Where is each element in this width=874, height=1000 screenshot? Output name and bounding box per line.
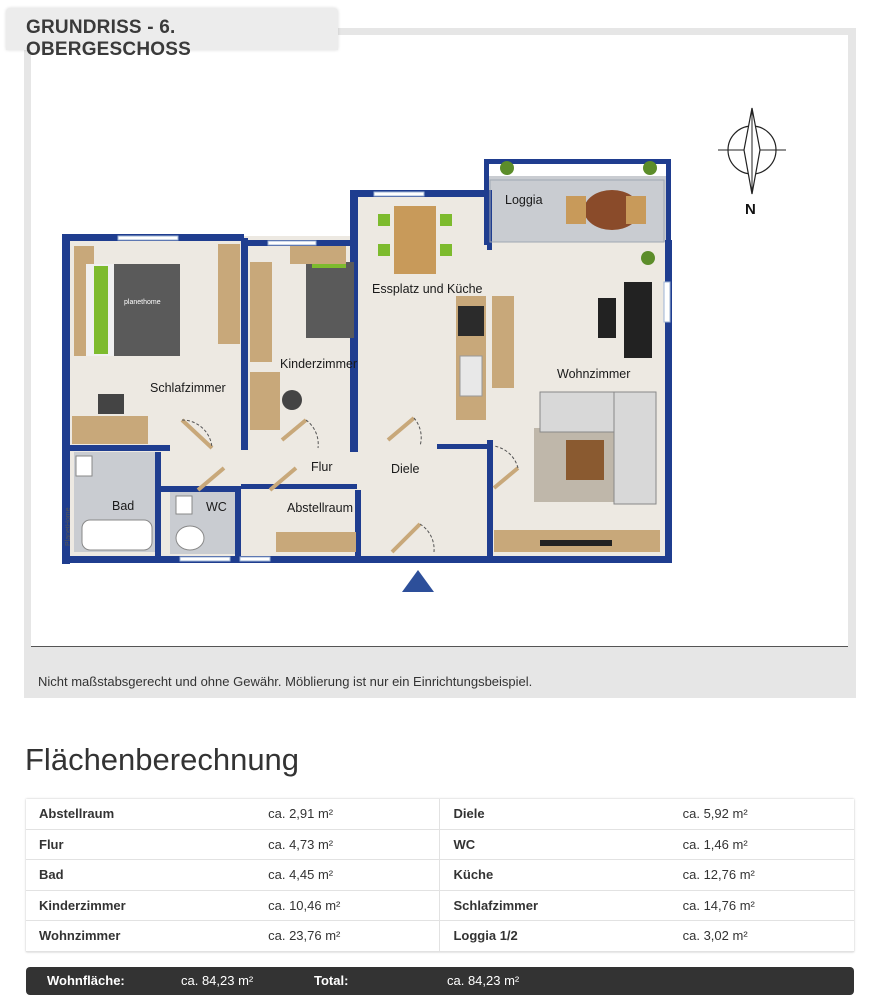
bed-logo: planethome xyxy=(124,299,161,306)
area-name: Kinderzimmer xyxy=(26,890,255,921)
area-name: Wohnzimmer xyxy=(26,921,255,952)
area-value: ca. 10,46 m² xyxy=(255,890,440,921)
area-value: ca. 3,02 m² xyxy=(670,921,854,952)
room-label-flur: Flur xyxy=(311,460,333,474)
compass-north-label: N xyxy=(745,201,756,218)
area-name: Diele xyxy=(440,799,670,829)
area-table xyxy=(26,799,854,952)
table-row xyxy=(26,921,854,952)
room-label-bad: Bad xyxy=(112,499,135,513)
room-label-wc: WC xyxy=(206,500,227,514)
total-value: ca. 84,23 m² xyxy=(447,973,520,988)
area-value: ca. 23,76 m² xyxy=(255,921,440,952)
entrance-arrow-icon xyxy=(402,570,434,592)
table-row xyxy=(26,860,854,891)
area-value: ca. 4,45 m² xyxy=(255,860,440,891)
table-row xyxy=(26,799,854,829)
area-name: Schlafzimmer xyxy=(440,890,670,921)
compass-icon xyxy=(718,108,786,194)
area-name: Flur xyxy=(26,829,255,860)
area-value: ca. 14,76 m² xyxy=(670,890,854,921)
floorplan-title: GRUNDRISS - 6. OBERGESCHOSS xyxy=(26,17,191,60)
area-name: Abstellraum xyxy=(26,799,255,829)
table-row xyxy=(26,829,854,860)
area-value: ca. 4,73 m² xyxy=(255,829,440,860)
area-value: ca. 12,76 m² xyxy=(670,860,854,891)
area-value: ca. 1,46 m² xyxy=(670,829,854,860)
room-label-diele: Diele xyxy=(391,462,420,476)
watermark: PlanetHome xyxy=(65,507,72,546)
wohnflaeche-value: ca. 84,23 m² xyxy=(181,973,254,988)
room-label-essplatz: Essplatz und Küche xyxy=(372,282,483,296)
room-label-schlafzimmer: Schlafzimmer xyxy=(150,381,226,395)
room-label-wohnzimmer: Wohnzimmer xyxy=(557,367,631,381)
total-label: Total: xyxy=(314,973,349,988)
area-name: WC xyxy=(440,829,670,860)
floorplan-disclaimer: Nicht maßstabsgerecht und ohne Gewähr. Möblierung ist nur ein Einrichtungsbeispiel. xyxy=(38,674,533,689)
area-value: ca. 5,92 m² xyxy=(670,799,854,829)
table-row xyxy=(26,890,854,921)
storage-shelf xyxy=(276,532,356,552)
room-label-loggia: Loggia xyxy=(505,193,543,207)
room-label-kinderzimmer: Kinderzimmer xyxy=(280,357,358,371)
area-name: Loggia 1/2 xyxy=(440,921,670,952)
total-bar xyxy=(26,967,854,995)
area-name: Bad xyxy=(26,860,255,891)
area-section-title: Flächenberechnung xyxy=(25,742,300,777)
wohnflaeche-label: Wohnfläche: xyxy=(47,973,125,988)
area-value: ca. 2,91 m² xyxy=(255,799,440,829)
room-label-abstellraum: Abstellraum xyxy=(287,501,353,515)
area-name: Küche xyxy=(440,860,670,891)
